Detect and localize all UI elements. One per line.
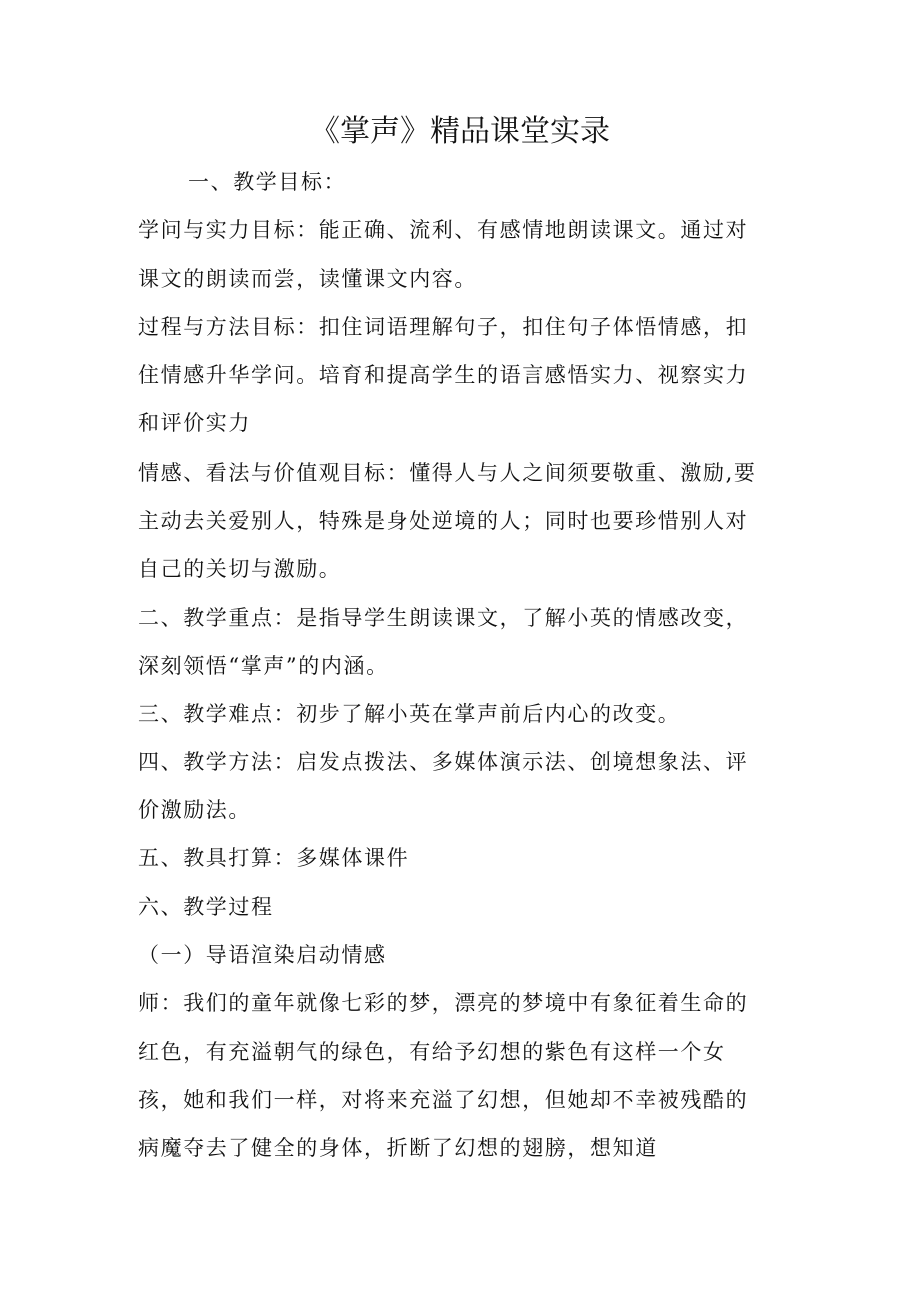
paragraph-line: 红色，有充溢朝气的绿色，有给予幻想的紫色有这样一个女 [138, 1040, 726, 1064]
paragraph-line: 课文的朗读而尝，读懂课文内容。 [138, 267, 477, 291]
paragraph-line: 住情感升华学问。培育和提高学生的语言感悟实力、视察实力 [138, 363, 749, 387]
paragraph-line: 和评价实力 [138, 411, 251, 435]
paragraph-line: 主动去关爱别人，特殊是身处逆境的人；同时也要珍惜别人对 [138, 509, 749, 533]
section-heading-methods: 四、教学方法：启发点拨法、多媒体演示法、创境想象法、评 [138, 750, 749, 774]
section-heading-key-points: 二、教学重点：是指导学生朗读课文，了解小英的情感改变， [138, 606, 749, 630]
document-title: 《掌声》精品课堂实录 [310, 114, 610, 149]
section-heading-teaching-process: 六、教学过程 [138, 895, 274, 919]
paragraph-line: 师：我们的童年就像七彩的梦，漂亮的梦境中有象征着生命的 [138, 991, 749, 1015]
paragraph-line: 价激励法。 [138, 798, 251, 822]
paragraph-line: 孩，她和我们一样，对将来充溢了幻想，但她却不幸被残酷的 [138, 1088, 749, 1112]
section-heading-teaching-aids: 五、教具打算：多媒体课件 [138, 846, 410, 870]
paragraph-line: 病魔夺去了健全的身体，折断了幻想的翅膀，想知道 [138, 1136, 658, 1160]
section-heading-difficulties: 三、教学难点：初步了解小英在掌声前后内心的改变。 [138, 702, 681, 726]
paragraph-line: 学问与实力目标：能正确、流利、有感情地朗读课文。通过对 [138, 218, 749, 242]
heading-teaching-goals: 一、教学目标： [188, 170, 347, 194]
paragraph-line: 自己的关切与激励。 [138, 557, 342, 581]
subsection-heading-introduction: （一）导语渲染启动情感 [138, 943, 387, 967]
paragraph-line: 情感、看法与价值观目标：懂得人与人之间须要敬重、激励,要 [138, 461, 757, 485]
paragraph-line: 过程与方法目标：扣住词语理解句子，扣住句子体悟情感，扣 [138, 315, 749, 339]
paragraph-line: 深刻领悟“掌声”的内涵。 [138, 654, 389, 678]
